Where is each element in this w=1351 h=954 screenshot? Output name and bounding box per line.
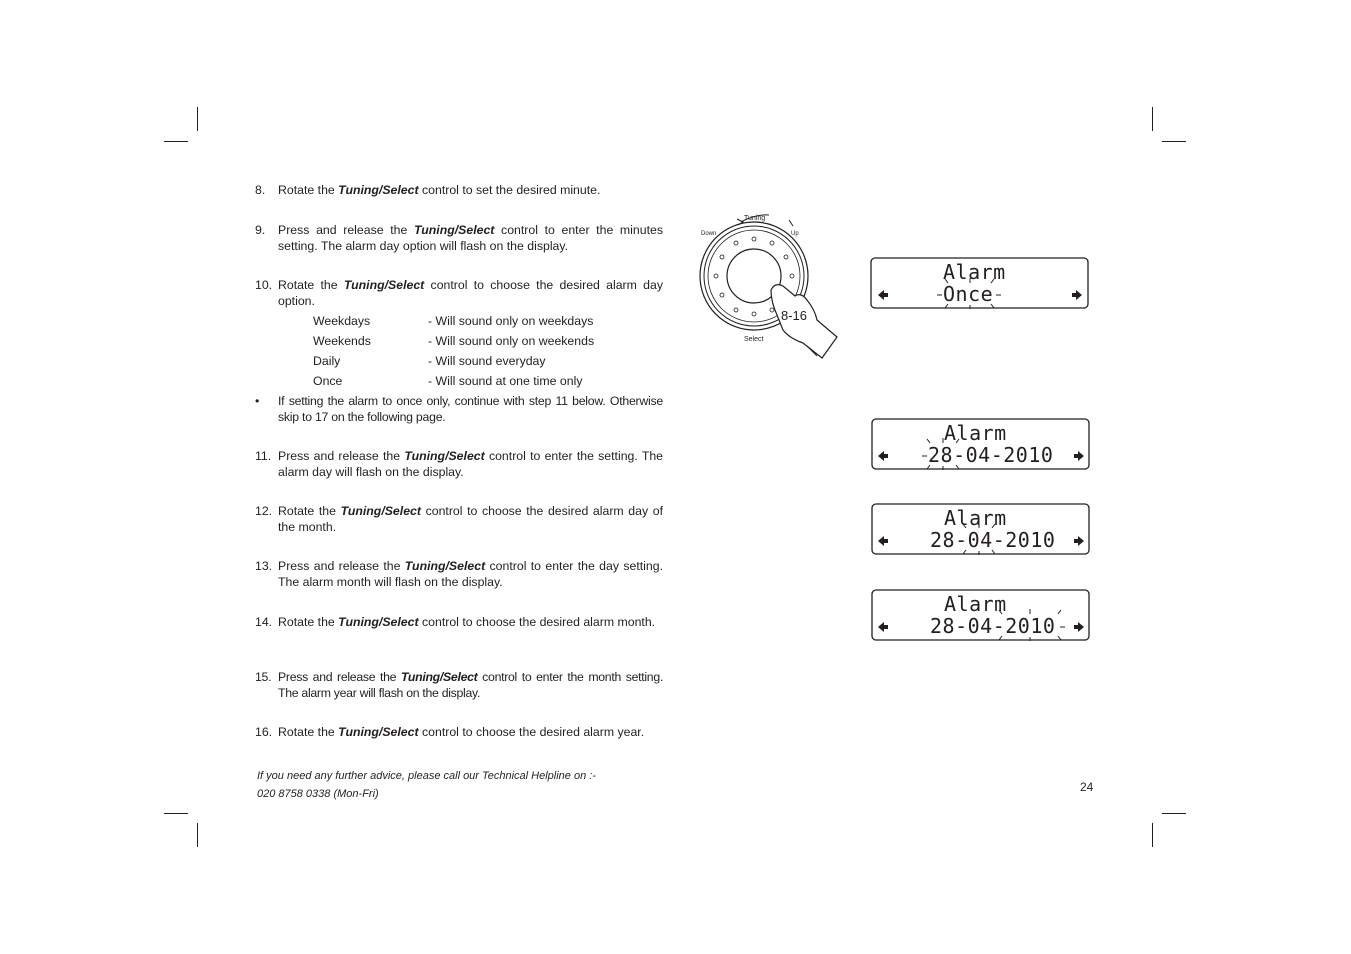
option-desc: - Will sound everyday xyxy=(428,354,546,368)
step-range-label: 8-16 xyxy=(781,308,808,323)
control-name: Tuning/Select xyxy=(338,615,419,629)
crop-mark xyxy=(1152,823,1153,847)
step-text: Rotate the xyxy=(278,725,339,739)
dial-label-down: Down xyxy=(701,231,717,237)
step-number: 14. xyxy=(255,615,273,629)
step-15 xyxy=(255,670,663,701)
step-number: 15. xyxy=(255,670,272,684)
option-row xyxy=(313,374,583,389)
tuning-knob-icon xyxy=(697,210,842,365)
step-text: control to enter the minutes setting. The alarm day option will flash on the display. xyxy=(278,223,663,253)
lcd-display-month xyxy=(870,503,1092,556)
lcd-display-day xyxy=(870,418,1092,471)
step-text: Rotate the xyxy=(278,615,339,629)
step-text: Press and release the xyxy=(278,223,414,237)
crop-mark xyxy=(197,823,198,847)
helpline-line-1: If you need any further advice, please call our Technical Helpline on :- xyxy=(257,770,596,782)
step-16 xyxy=(255,725,663,741)
step-14 xyxy=(255,615,663,631)
step-number: 13. xyxy=(255,559,273,573)
page-number: 24 xyxy=(1080,780,1094,794)
step-number: 11. xyxy=(255,449,272,463)
step-text: control to enter the setting. The alarm day will flash on the display. xyxy=(278,449,664,479)
control-name: Tuning/Select xyxy=(404,559,486,573)
step-10 xyxy=(255,278,663,309)
step-text: control to set the desired minute. xyxy=(418,183,601,197)
step-text: Rotate the xyxy=(278,504,341,518)
lcd-line-2: 28-04-2010 xyxy=(930,528,1056,552)
lcd-line-2: Once xyxy=(943,282,994,306)
step-9 xyxy=(255,223,663,254)
step-8 xyxy=(255,183,663,199)
option-row xyxy=(313,354,546,369)
control-name: Tuning/Select xyxy=(338,183,419,197)
step-text: control to enter the day setting. The alarm month will flash on the display. xyxy=(278,559,663,589)
step-text: Press and release the xyxy=(278,670,401,684)
lcd-line-1: Alarm xyxy=(944,592,1007,616)
dial-label-up: Up xyxy=(791,231,799,237)
control-name: Tuning/Select xyxy=(338,725,419,739)
step-text: control to choose the desired alarm year. xyxy=(418,725,645,739)
control-name: Tuning/Select xyxy=(413,223,495,237)
control-name: Tuning/Select xyxy=(404,449,485,463)
crop-mark xyxy=(164,813,188,814)
bullet-note xyxy=(255,394,663,425)
lcd-line-1: Alarm xyxy=(944,506,1007,530)
bullet-text: If setting the alarm to once only, continue with step 11 below. Otherwise skip to 17 on the following page. xyxy=(278,394,663,424)
step-text: Rotate the xyxy=(278,278,344,292)
lcd-line-2: 28-04-2010 xyxy=(930,614,1056,638)
option-name: Once xyxy=(313,374,343,388)
crop-mark xyxy=(1152,107,1153,131)
option-row xyxy=(313,314,594,329)
crop-mark xyxy=(1162,813,1186,814)
option-desc: - Will sound only on weekdays xyxy=(428,314,594,328)
step-13 xyxy=(255,559,663,590)
step-text: control to enter the month setting. The alarm year will flash on the display. xyxy=(278,670,663,700)
bullet-symbol: • xyxy=(255,394,260,408)
option-row xyxy=(313,334,595,349)
step-text: Press and release the xyxy=(278,449,405,463)
step-text: control to choose the desired alarm month. xyxy=(418,615,656,629)
control-name: Tuning/Select xyxy=(340,504,421,518)
step-text: control to choose the desired alarm day of the month. xyxy=(278,504,663,534)
step-12 xyxy=(255,504,663,535)
option-desc: - Will sound only on weekends xyxy=(428,334,595,348)
option-name: Weekends xyxy=(313,334,371,348)
step-number: 16. xyxy=(255,725,273,739)
control-name: Tuning/Select xyxy=(343,278,425,292)
option-name: Daily xyxy=(313,354,341,368)
lcd-line-1: Alarm xyxy=(943,260,1006,284)
step-text: control to choose the desired alarm day option. xyxy=(278,278,663,308)
lcd-display-once xyxy=(870,257,1090,310)
crop-mark xyxy=(1162,141,1186,142)
control-name: Tuning/Select xyxy=(400,670,478,684)
step-number: 12. xyxy=(255,504,273,518)
dial-label-tuning: Tuning xyxy=(744,215,766,222)
step-number: 8. xyxy=(255,183,266,197)
lcd-line-1: Alarm xyxy=(944,421,1007,445)
option-name: Weekdays xyxy=(313,314,371,328)
step-text: Press and release the xyxy=(278,559,405,573)
crop-mark xyxy=(164,141,188,142)
step-number: 10. xyxy=(255,278,273,292)
lcd-line-2: 28-04-2010 xyxy=(928,443,1054,467)
option-desc: - Will sound at one time only xyxy=(428,374,583,388)
step-text: Rotate the xyxy=(278,183,339,197)
step-number: 9. xyxy=(255,223,266,237)
step-11 xyxy=(255,449,663,480)
crop-mark xyxy=(197,107,198,131)
dial-label-select: Select xyxy=(744,336,764,343)
helpline-line-2: 020 8758 0338 (Mon-Fri) xyxy=(257,788,379,800)
lcd-display-year xyxy=(870,589,1092,642)
tuning-dial-illustration xyxy=(697,210,842,368)
